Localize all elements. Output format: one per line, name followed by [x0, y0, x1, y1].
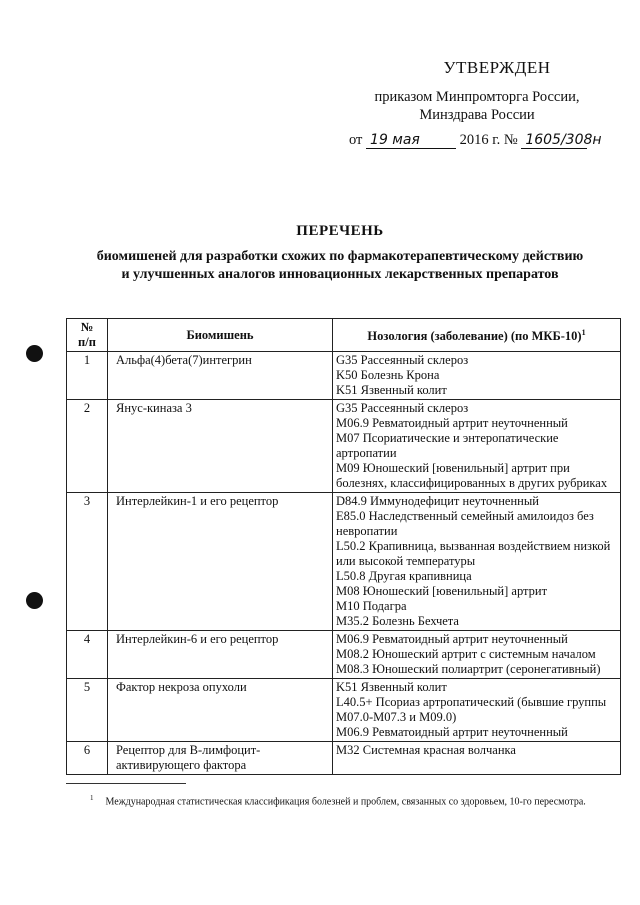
table-row — [67, 352, 621, 400]
punch-hole — [26, 345, 43, 362]
order-line — [349, 132, 602, 149]
biotarget-name: активирующего фактора — [116, 758, 247, 772]
heading-title: ПЕРЕЧЕНЬ — [296, 223, 384, 239]
biotarget-name: Интерлейкин-6 и его рецептор — [116, 632, 279, 646]
biotarget-cell — [108, 493, 333, 631]
approval-line-2: Минздрава России — [419, 107, 535, 123]
nosology-cell — [333, 679, 621, 742]
nosology-entry: M06.9 Ревматоидный артрит неуточненный — [336, 725, 568, 739]
nosology-entry: K51 Язвенный колит — [336, 383, 447, 397]
nosology-entry: G35 Рассеянный склероз — [336, 401, 469, 415]
biotarget-name: Янус-киназа 3 — [116, 401, 192, 415]
footnote-divider — [66, 783, 186, 784]
order-year: 2016 г. № — [459, 132, 518, 148]
nosology-entry: K51 Язвенный колит — [336, 680, 447, 694]
column-header-target: Биомишень — [108, 319, 333, 352]
footnote-mark: 1 — [90, 794, 94, 802]
row-number: 2 — [67, 400, 108, 493]
heading-subtitle-2: и улучшенных аналогов инновационных лекарственных препаратов — [121, 267, 559, 282]
handwritten-date: 19 мая — [366, 132, 456, 149]
biotarget-name: Рецептор для B-лимфоцит- — [116, 743, 261, 757]
column-header-number: № п/п — [67, 319, 108, 352]
nosology-cell — [333, 352, 621, 400]
biotarget-cell — [108, 400, 333, 493]
biotarget-cell — [108, 742, 333, 775]
nosology-entry: M08.2 Юношеский артрит с системным началом — [336, 647, 596, 661]
nosology-cell — [333, 742, 621, 775]
nosology-entry: M06.9 Ревматоидный артрит неуточненный — [336, 416, 568, 430]
document-heading — [60, 223, 620, 284]
approval-line-1: приказом Минпромторга России, — [374, 89, 580, 105]
nosology-cell — [333, 400, 621, 493]
punch-hole — [26, 592, 43, 609]
nosology-cell — [333, 493, 621, 631]
nosology-entry: M06.9 Ревматоидный артрит неуточненный — [336, 632, 568, 646]
nosology-entry: K50 Болезнь Крона — [336, 368, 440, 382]
nosology-entry: M10 Подагра — [336, 599, 407, 613]
nosology-entry: M32 Системная красная волчанка — [336, 743, 516, 757]
row-number: 5 — [67, 679, 108, 742]
row-number: 6 — [67, 742, 108, 775]
heading-subtitle-1: биомишеней для разработки схожих по фармакотерапевтическому действию — [96, 249, 584, 264]
nosology-entry: M35.2 Болезнь Бехчета — [336, 614, 459, 628]
nosology-entry: L50.2 Крапивница, вызванная воздействием низкой или высокой температуры — [336, 539, 611, 568]
nosology-entry: M08.3 Юношеский полиартрит (серонегативный) — [336, 662, 601, 676]
nosology-entry: E85.0 Наследственный семейный амилоидоз без невропатии — [336, 509, 594, 538]
nosology-entry: M08 Юношеский [ювенильный] артрит — [336, 584, 548, 598]
nosology-cell — [333, 631, 621, 679]
table-row — [67, 493, 621, 631]
nosology-entry: L40.5+ Псориаз артропатический (бывшие группы M07.0-M07.3 и M09.0) — [336, 695, 607, 724]
table-row — [67, 400, 621, 493]
column-header-nosology: Нозология (заболевание) (по МКБ-10)$^1$ — [333, 319, 621, 352]
footnote-text: Международная статистическая классификация болезней и проблем, связанных со здоровьем, 10-го пересмотра. — [105, 796, 586, 808]
footnote — [66, 791, 622, 809]
table-header-row — [67, 319, 621, 352]
biotarget-table — [66, 318, 621, 775]
nosology-entry: M07 Псориатические и энтеропатические артропатии — [336, 431, 559, 460]
table-row — [67, 742, 621, 775]
order-prefix: от — [349, 132, 363, 148]
table-row — [67, 631, 621, 679]
nosology-entry: G35 Рассеянный склероз — [336, 353, 469, 367]
row-number: 1 — [67, 352, 108, 400]
approval-block — [348, 58, 606, 124]
table-row — [67, 679, 621, 742]
biotarget-cell — [108, 352, 333, 400]
nosology-entry: M09 Юношеский [ювенильный] артрит при болезнях, классифицированных в других рубриках — [336, 461, 608, 490]
biotarget-name: Фактор некроза опухоли — [116, 680, 247, 694]
approval-title: УТВЕРЖДЕН — [443, 58, 551, 77]
biotarget-cell — [108, 631, 333, 679]
biotarget-name: Альфа(4)бета(7)интегрин — [116, 353, 252, 367]
biotarget-cell — [108, 679, 333, 742]
row-number: 3 — [67, 493, 108, 631]
row-number: 4 — [67, 631, 108, 679]
nosology-entry: D84.9 Иммунодефицит неуточненный — [336, 494, 539, 508]
nosology-entry: L50.8 Другая крапивница — [336, 569, 472, 583]
handwritten-order-number: 1605/308н — [521, 132, 587, 149]
biotarget-name: Интерлейкин-1 и его рецептор — [116, 494, 279, 508]
